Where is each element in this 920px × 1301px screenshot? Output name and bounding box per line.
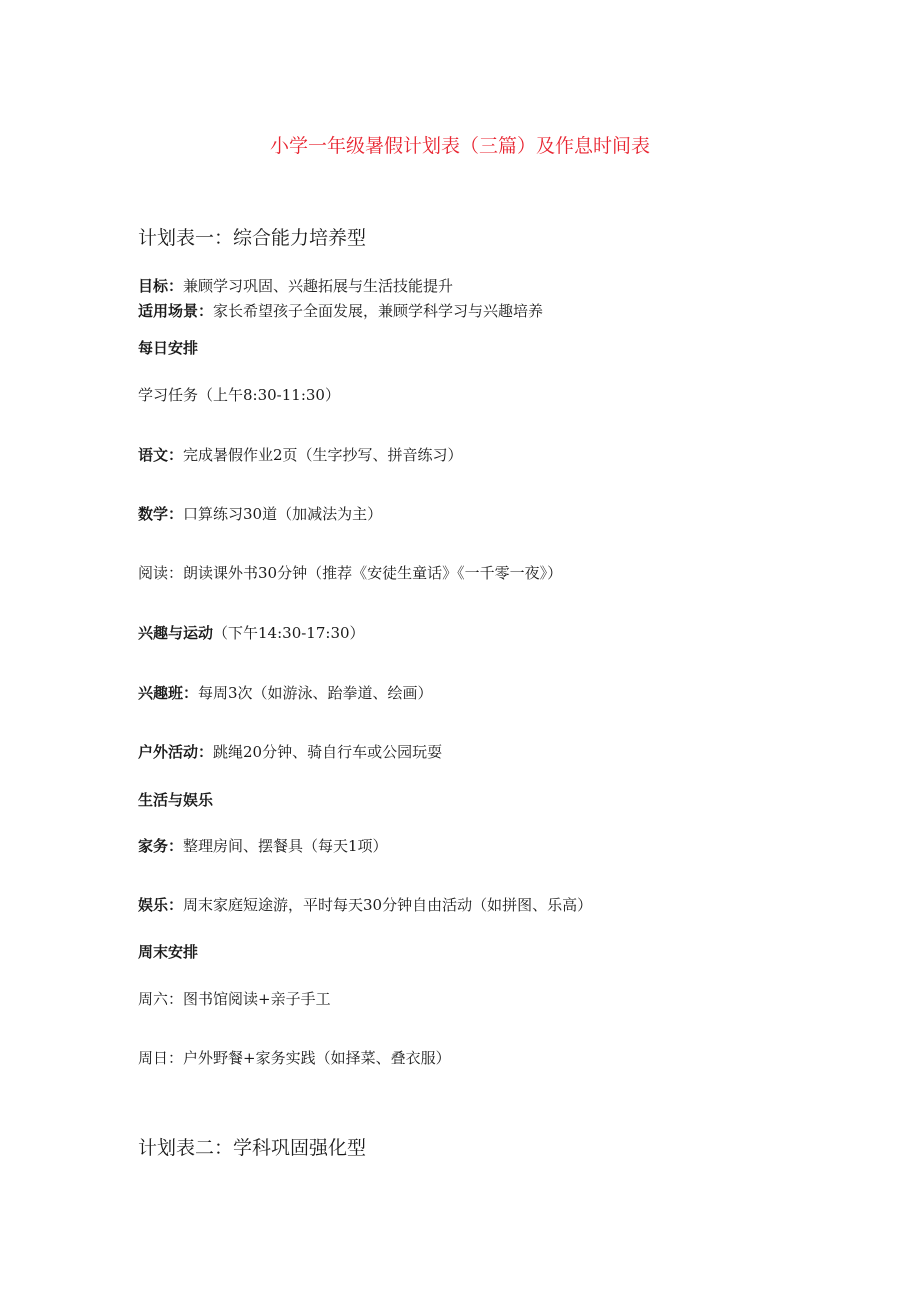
outdoor-line — [138, 742, 442, 762]
goal-line — [138, 276, 453, 296]
scene-label: 适用场景： — [138, 302, 214, 320]
saturday-line: 周六：图书馆阅读+亲子手工 — [138, 990, 331, 1008]
chinese-text: 完成暑假作业2页（生字抄写、拼音练习） — [183, 446, 463, 464]
class-line — [138, 683, 433, 703]
plan2-heading: 计划表二：学科巩固强化型 — [138, 1137, 367, 1159]
goal-label: 目标： — [138, 277, 184, 295]
reading-line: 阅读：朗读课外书30分钟（推荐《安徒生童话》《一千零一夜》） — [138, 564, 563, 582]
class-text: 每周3次（如游泳、跆拳道、绘画） — [198, 684, 433, 702]
fun-line — [138, 895, 592, 915]
chinese-line — [138, 445, 463, 465]
interest-time: （下午14:30-17:30） — [213, 624, 365, 642]
scene-line — [138, 301, 543, 321]
class-label: 兴趣班： — [138, 684, 199, 702]
math-label: 数学： — [138, 505, 184, 523]
interest-label: 兴趣与运动 — [138, 624, 214, 642]
outdoor-label: 户外活动： — [138, 743, 214, 761]
scene-text: 家长希望孩子全面发展，兼顾学科学习与兴趣培养 — [213, 302, 544, 320]
math-text: 口算练习30道（加减法为主） — [183, 505, 383, 523]
chores-line — [138, 836, 388, 856]
outdoor-text: 跳绳20分钟、骑自行车或公园玩耍 — [213, 743, 443, 761]
study-task-line: 学习任务（上午8:30-11:30） — [138, 386, 340, 404]
daily-heading: 每日安排 — [138, 339, 199, 357]
plan1-heading: 计划表一：综合能力培养型 — [138, 227, 367, 249]
document-title: 小学一年级暑假计划表（三篇）及作息时间表 — [269, 135, 650, 157]
chinese-label: 语文： — [138, 446, 184, 464]
interest-line — [138, 623, 365, 643]
math-line — [138, 504, 382, 524]
fun-label: 娱乐： — [138, 896, 184, 914]
life-heading: 生活与娱乐 — [138, 791, 214, 809]
sunday-line: 周日：户外野餐+家务实践（如择菜、叠衣服） — [138, 1049, 451, 1067]
fun-text: 周末家庭短途游，平时每天30分钟自由活动（如拼图、乐高） — [183, 896, 593, 914]
chores-text: 整理房间、摆餐具（每天1项） — [183, 837, 388, 855]
weekend-heading: 周末安排 — [138, 943, 199, 961]
chores-label: 家务： — [138, 837, 184, 855]
goal-text: 兼顾学习巩固、兴趣拓展与生活技能提升 — [183, 277, 454, 295]
